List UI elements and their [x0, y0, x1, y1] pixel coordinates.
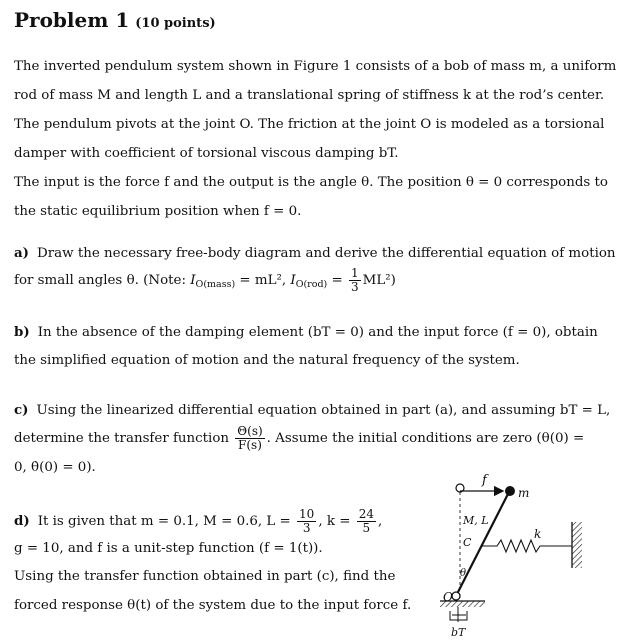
tf-numerator: Θ(s) [237, 424, 263, 438]
inertia-rod-subscript: O(rod) [295, 279, 328, 290]
intro-line-3: The pendulum pivots at the joint O. The friction at the joint O is modeled as a torsional [14, 117, 605, 132]
part-d-line-3: Using the transfer function obtained in part (c), find the [14, 569, 396, 584]
part-d-k-tail: , [377, 514, 383, 529]
k-denominator: 5 [362, 521, 371, 535]
part-d-text-1: It is given that m = 0.1, M = 0.6, L = [37, 514, 291, 529]
intro-line-5: The input is the force f and the output is the angle θ. The position θ = 0 corresponds to [14, 175, 608, 190]
label-ML: M, L [463, 514, 489, 527]
part-d-line-2: g = 10, and f is a unit-step function (f = 1(t)). [14, 541, 323, 556]
inertia-mass-subscript: O(mass) [195, 279, 236, 290]
fraction-denominator: 3 [351, 280, 359, 294]
part-b-label: b) [14, 324, 30, 340]
inertia-mass-symbol: I [190, 273, 196, 288]
part-b-line-2: the simplified equation of motion and the natural frequency of the system. [14, 353, 520, 368]
part-c-label: c) [14, 402, 29, 418]
part-c-text-3: . Assume the initial conditions are zero (θ(0) = [266, 431, 585, 446]
problem-points: (10 points) [135, 16, 216, 31]
inertia-rod-equals: = [331, 273, 343, 288]
inertia-mass-value: = mL², [239, 273, 287, 288]
intro-line-4: damper with coefficient of torsional viscous damping bT. [14, 146, 399, 161]
inertia-rod-value: ML²) [362, 273, 396, 288]
part-a-text-1: Draw the necessary free-body diagram and derive the differential equation of motion [37, 246, 616, 261]
label-f: f [482, 473, 487, 488]
tf-denominator: F(s) [238, 438, 262, 452]
intro-line-6: the static equilibrium position when f = 0. [14, 204, 302, 219]
problem-title-text: Problem 1 [14, 8, 130, 32]
pendulum-bob [505, 486, 515, 496]
L-numerator: 10 [299, 507, 315, 521]
part-c-line-3: 0, θ̇(0) = 0). [14, 460, 96, 475]
label-O: O [443, 590, 453, 604]
label-k: k [534, 527, 542, 541]
label-theta: θ [460, 568, 467, 579]
part-b-text-1: In the absence of the damping element (bT = 0) and the input force (f = 0), obtain [37, 325, 598, 340]
part-d-label: d) [14, 513, 30, 529]
part-d-k-label: , k = [318, 514, 351, 529]
part-a-label: a) [14, 245, 30, 261]
pivot-joint [452, 592, 460, 600]
part-d-line-4: forced response θ(t) of the system due to the input force f. [14, 598, 412, 613]
label-m: m [518, 486, 530, 500]
part-c-text-1: Using the linearized differential equation obtained in part (a), and assuming bT = L, [36, 403, 611, 418]
k-numerator: 24 [358, 507, 374, 521]
part-c-text-2: determine the transfer function [14, 431, 230, 446]
inertia-rod-symbol: I [290, 273, 296, 288]
spring [482, 540, 572, 552]
fraction-numerator: 1 [351, 266, 359, 280]
intro-line-2: rod of mass M and length L and a translational spring of stiffness k at the rod’s center. [14, 88, 605, 103]
intro-line-1: The inverted pendulum system shown in Figure 1 consists of a bob of mass m, a uniform [14, 59, 617, 74]
wall-hatch [572, 522, 582, 568]
label-C: C [463, 536, 472, 549]
label-bT: bT [451, 626, 466, 639]
part-a-text-2: for small angles θ. (Note: [14, 273, 186, 288]
L-denominator: 3 [302, 521, 311, 535]
